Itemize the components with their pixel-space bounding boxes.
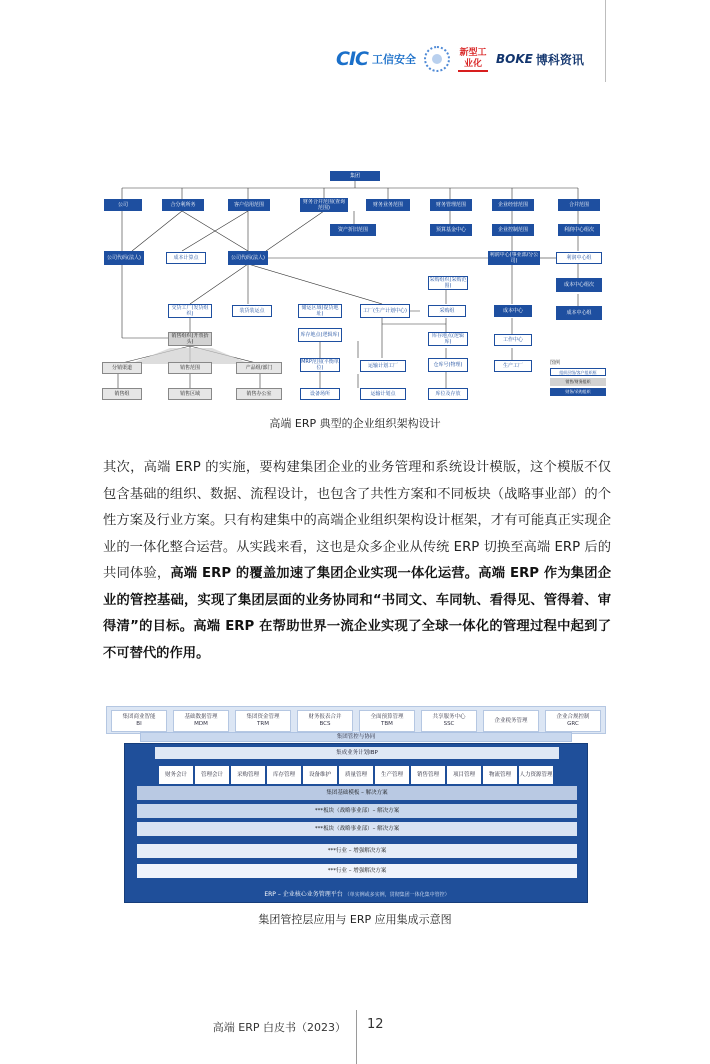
band-industry-2: ***行业 – 增强解决方案	[137, 864, 577, 878]
cic-logo	[336, 48, 416, 70]
module-qm: 质量管理	[339, 766, 373, 784]
org-chart	[100, 166, 610, 411]
module-sd: 销售管理	[411, 766, 445, 784]
architecture-diagram	[106, 706, 606, 903]
module-pp: 生产管理	[375, 766, 409, 784]
org-sales-district: 销售区域	[168, 388, 212, 400]
module-hr: 人力资源管理	[519, 766, 553, 784]
org-profit-center-grp: 利润中心组	[556, 252, 602, 264]
app-bcs-cn: 财务报表合并	[308, 714, 342, 720]
module-ps: 项目管理	[447, 766, 481, 784]
app-tbm-cn: 全面预算管理	[370, 714, 404, 720]
figure-caption-2: 集团管控层应用与 ERP 应用集成示意图	[258, 913, 452, 926]
page-number: 12	[367, 1017, 384, 1032]
seal-logo-icon	[424, 46, 450, 72]
org-purchasing-grp: 采购组	[428, 305, 466, 317]
org-sales-office: 销售办公室	[236, 388, 282, 400]
legend-title: 图例	[550, 360, 561, 366]
app-bcs-en: BCS	[319, 721, 331, 727]
app-bi-cn: 集团商业智能	[122, 714, 156, 720]
org-fin-reporting: 财务合并范围(查询范围)	[300, 198, 348, 212]
org-profit-center-unit: 利润中心组次	[558, 224, 600, 236]
org-client-service: 客户信用范围	[228, 199, 270, 211]
band-industry-1: ***行业 – 增强解决方案	[137, 844, 577, 858]
app-ssc-cn: 共享服务中心	[432, 714, 466, 720]
band-division-2: ***板块（战略事业部）– 解决方案	[137, 822, 577, 836]
org-asset-depr: 资产折旧范围	[330, 224, 376, 236]
boke-logo	[496, 51, 584, 68]
org-jointly: 合分利所务	[162, 199, 204, 211]
header-divider	[605, 0, 606, 82]
app-trm-cn: 集团资金管理	[246, 714, 280, 720]
app-grc	[545, 710, 601, 732]
org-warehouse-loc: 库存地点(逻辑库)	[298, 328, 342, 342]
org-production-plant: 生产工厂	[494, 360, 532, 372]
app-trm-en: TRM	[257, 721, 269, 727]
platform-label: ERP – 企业核心业务管理平台	[264, 891, 343, 898]
org-storage-area: 储运区域(提货地址)	[298, 304, 342, 318]
app-grc-cn: 企业合规控制	[556, 714, 590, 720]
figure-caption-1: 高端 ERP 典型的企业组织架构设计	[269, 417, 441, 430]
org-profit-center: 利润中心(事业部/分公司)	[489, 252, 539, 264]
legend-item-1: 组织层级/客户组织框	[550, 368, 606, 376]
app-mdm-cn: 基础数据管理	[184, 714, 218, 720]
paragraph-text: 其次，高端 ERP 的实施，要构建集团企业的业务管理和系统设计模版，这个模版不仅包含基础的组织、数据、流程设计，也包含了共性方案和不同板块（战略事业部）的个性方案及行业方案。只有构建集中的高端企业组织架构设计框架，才有可能真正实现企业的一体化整合运营。从实践来看，这也是众多企业从传统 ERP 切换至高端 ERP 后的共同体验，	[103, 460, 611, 581]
org-sales-channel: 分销渠道	[102, 362, 142, 374]
app-mdm-en: MDM	[194, 721, 208, 727]
body-paragraph	[103, 455, 611, 667]
module-mm: 采购管理	[231, 766, 265, 784]
org-procurement-org: 采购组织(采购范围)	[429, 277, 467, 289]
org-acct-calc: 成本计算点	[166, 252, 206, 264]
erp-main-box	[124, 743, 588, 903]
org-product-line: 产品组/部门	[236, 362, 282, 374]
org-sales-range: 销售范围	[168, 362, 212, 374]
app-bcs	[297, 710, 353, 732]
app-tax	[483, 710, 539, 732]
band-template: 集团基础模板 – 解决方案	[137, 786, 577, 800]
org-enterprise-budget: 企业经营范围	[492, 199, 534, 211]
app-tbm	[359, 710, 415, 732]
band-division-1: ***板块（战略事业部）– 解决方案	[137, 804, 577, 818]
group-apps-strip	[106, 706, 606, 734]
module-le: 物流管理	[483, 766, 517, 784]
org-sales-group: 销售组	[102, 388, 142, 400]
app-trm	[235, 710, 291, 732]
app-bi	[111, 710, 167, 732]
org-plant: 工厂(生产计划中心)	[360, 304, 410, 318]
header-logos	[336, 44, 584, 74]
legend-item-2: 销售/财务组织	[550, 378, 606, 386]
org-legend	[550, 359, 606, 398]
footer-title: 高端 ERP 白皮书（2023）	[212, 1021, 346, 1034]
org-fin-business: 财务业务范围	[366, 199, 410, 211]
cic-logo-mark: CIC	[336, 48, 368, 70]
org-enterprise-control: 企业控制范围	[492, 224, 534, 236]
platform-sub: （单实例或多实例，贯彻集团一体化集中管控）	[344, 892, 450, 898]
app-mdm	[173, 710, 229, 732]
org-warehouse-no: 仓库号(物理)	[428, 358, 468, 372]
org-mrp-area: MRP范围(平衡单位)	[301, 359, 339, 371]
module-inv: 库存管理	[267, 766, 301, 784]
org-storage-loc: 库存地点(逻辑库)	[428, 332, 468, 346]
legend-item-3: 财务/采购组织	[550, 388, 606, 396]
app-ssc	[421, 710, 477, 732]
paragraph-bold: 高端 ERP 的覆盖加速了集团企业实现一体化运营。高端 ERP 作为集团企业的管控基础，实现了集团层面的业务协同和“书同文、车同轨、看得见、管得着、审得清”的目标。高端 ERP 在帮助世界一流企业实现了全球一体化的管理过程中起到了不可替代的作用。	[103, 566, 612, 661]
org-transport-plant: 运输计划工厂	[360, 360, 406, 372]
org-cost-center-grp-2: 成本中心组	[556, 306, 602, 320]
org-company-code-2: 公司代码(法人)	[228, 251, 268, 265]
org-work-center: 工作中心	[494, 334, 532, 346]
org-group: 集团	[330, 171, 380, 181]
cic-logo-text: 工信安全	[371, 53, 416, 66]
app-bi-en: BI	[136, 721, 142, 727]
org-cost-center-grp: 成本中心组次	[556, 278, 602, 292]
org-sales-org: 销售组织(开票抬头)	[168, 332, 212, 346]
footer-divider	[356, 1010, 357, 1064]
ibp-bar: 集成业务计划IBP	[155, 747, 559, 759]
erp-platform-bar	[125, 888, 589, 902]
app-grc-en: GRC	[567, 721, 579, 727]
boke-logo-mark: BOKE	[495, 52, 533, 66]
app-tax-cn: 企业税务管理	[494, 717, 528, 724]
module-pm: 设备维护	[303, 766, 337, 784]
org-company-code: 公司代码(法人)	[104, 251, 144, 265]
org-shipping-point: 运输计划点	[360, 388, 406, 400]
app-ssc-en: SSC	[443, 721, 455, 727]
org-company: 公司	[104, 199, 142, 211]
module-co: 管理会计	[195, 766, 229, 784]
boke-logo-text: 博科资讯	[535, 52, 584, 67]
org-combined: 合并范围	[558, 199, 600, 211]
org-budget-center: 预算基金中心	[430, 224, 472, 236]
org-equipment: 设备场所	[300, 388, 340, 400]
org-fin-mgmt: 财务管理范围	[430, 199, 472, 211]
group-coord-bar: 集团管控与协同	[140, 732, 572, 742]
module-fi: 财务会计	[159, 766, 193, 784]
org-factory-logistics: 交货工厂(发货组织)	[168, 304, 212, 318]
org-storage-type: 库位及存放	[428, 388, 468, 400]
xin-logo: 新型工业化	[458, 46, 488, 72]
app-tbm-en: TBM	[381, 721, 393, 727]
org-delivery-point: 装货装运点	[232, 305, 272, 317]
org-cost-center: 成本中心	[494, 305, 532, 317]
